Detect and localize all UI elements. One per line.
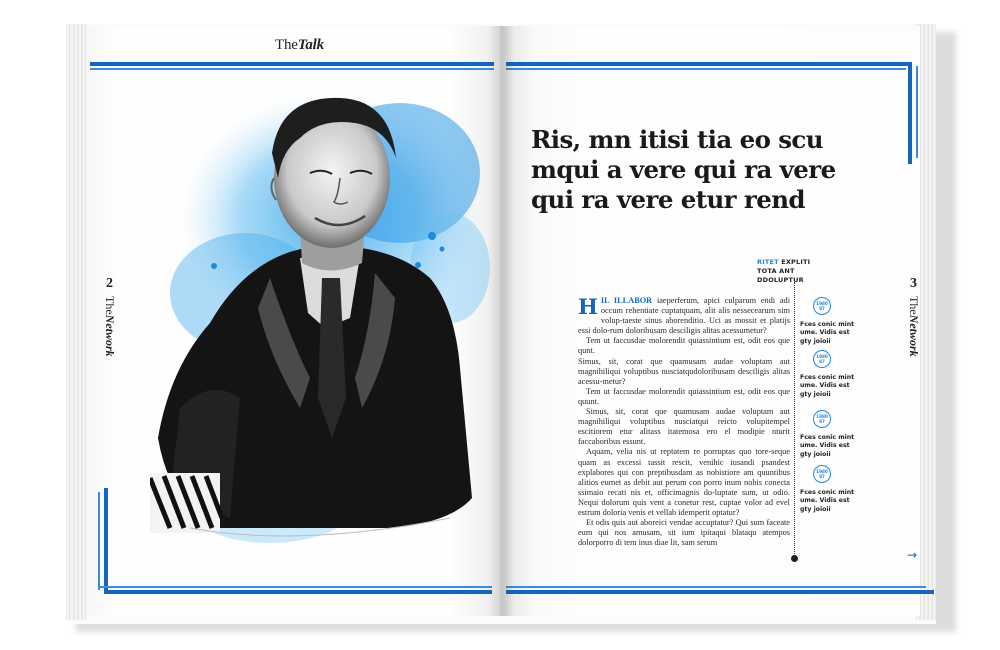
right-top-rule xyxy=(506,62,912,66)
section-header: TheTalk xyxy=(275,37,324,53)
timeline-end-dot xyxy=(791,555,798,562)
timeline-note: Fces conic mint ume. Vidis est gty joioii xyxy=(800,489,855,513)
lead-in: IL ILLABOR xyxy=(600,296,653,305)
folio-section: TheNetwork xyxy=(907,296,921,357)
right-top-rule-thin xyxy=(506,68,906,70)
arrow-right-icon[interactable]: → xyxy=(907,548,918,562)
left-folio xyxy=(102,276,117,357)
portrait-illustration xyxy=(150,78,500,568)
paragraph: Tem ut faccusdae molorendit quiassintium est, odit eos que qunt. xyxy=(578,336,790,356)
right-side-rule-thin xyxy=(916,66,918,158)
timeline-year-badge: 1980 87 xyxy=(813,350,831,368)
striped-detail xyxy=(150,473,222,533)
paragraph: Simus, sit, corat que quamusam audae voluptam aut magnihiliqui voluptibus nusciatqui reicto volupitempel escitiorem etur alitass itatemosa ero el modipie nturit faccaboribus essunt. xyxy=(578,407,790,447)
drop-cap: H xyxy=(578,294,598,319)
left-side-rule-thin xyxy=(98,492,100,590)
left-bottom-rule-thin xyxy=(98,586,492,588)
paragraph: Aquam, velia nis ut reptatem re porruptas quo tore-seque quam as excessi tassit rescit, venihic iusandi psandest explabores qui con preptibusdam as nobistiore am quuntibus alitios eumet as debit aut perum con porro inum nobis conecta ssimaio recati nis et, officimagnis do-luptate sum, ut odio. Nequi dolorum quis vent a conetur rest, cuptae volor ad evel estrum doloria venis et vellab idemperit optatur? xyxy=(578,447,790,517)
timeline-year-badge: 1980 87 xyxy=(813,410,831,428)
timeline-line xyxy=(794,282,795,558)
page-number: 3 xyxy=(910,276,917,291)
folio-section: TheNetwork xyxy=(103,296,117,357)
right-bottom-rule-thin xyxy=(506,586,926,588)
article-body: HIL ILLABOR iaeperferum, apici culparum endi adi occum rehentiate cuptatquam, alit alis nessecearum sim volup-taeste sinus aborenditio. Uci as mossit et platijs essi dolo-rum doloribusam desciligis alitas acessumetur? Tem ut faccusdae molorendit quiassintium est, odit eos que qunt. Simus, sit, corat que quamusam audae voluptam aut magnihiliqui voluptibus nusciatqudoloribusam desciligis alitas acessu-metur? Tem ut faccusdae molorendit quiassintium est, odit eos que quunt. Simus, sit, corat que quamusam audae voluptam aut magnihiliqui voluptibus nusciatqui reicto volupitempel escitiorem etur alitass itatemosa ero el modipie nturit faccaboribus essunt. Aquam, velia nis ut reptatem re porruptas quo tore-seque quam as excessi tassit rescit, venihic iusandi psandest explabores qui con preptibusdam as nobistiore am quuntibus alitios eumet as debit aut perum con porro inum nobis conecta ssimaio recati nis et, officimagnis do-luptate sum, ut odio. Nequi dolorum quis vent a conetur rest, cuptae volor ad evel estrum doloria venis et vellab idemperit optatur? Et odis quis aut aboreici vendae accuptatur? Qui sum faceate eum qui nos amusam, sit ium ipitaqui blataqu atempos dolorporro di tem inus diae lit, sam serum xyxy=(578,294,790,548)
page-edges-left xyxy=(66,24,86,620)
paragraph: Tem ut faccusdae molorendit quiassintium est, odit eos que quunt. xyxy=(578,386,790,406)
article-kicker: RITET EXPLITI TOTA ANT DDOLUPTUR xyxy=(757,258,811,284)
right-folio xyxy=(906,276,921,357)
right-bottom-rule xyxy=(506,590,934,594)
timeline-year-badge: 1980 87 xyxy=(813,297,831,315)
article-headline: Ris, mn itisi tia eo scu mqui a vere qui ra vere qui ra vere etur rend xyxy=(531,125,836,214)
paragraph: Simus, sit, corat que quamusam audae voluptam aut magnihiliqui voluptibus nusciatqudoloribusam desciligis alitas acessu-metur? xyxy=(578,356,790,386)
timeline-note: Fces conic mint ume. Vidis est gty joioii xyxy=(800,374,855,398)
left-side-rule xyxy=(104,488,108,594)
timeline-year-badge: 1980 87 xyxy=(813,465,831,483)
left-bottom-rule xyxy=(104,590,492,594)
left-top-rule-thin xyxy=(90,68,494,70)
right-side-rule xyxy=(908,62,912,164)
left-top-rule xyxy=(90,62,494,66)
page-number: 2 xyxy=(106,276,113,291)
paragraph: Et odis quis aut aboreici vendae accuptatur? Qui sum faceate eum qui nos amusam, sit ium ipitaqui blataqu atempos dolorporro di tem inus diae lit, sam serum xyxy=(578,518,790,548)
timeline-note: Fces conic mint ume. Vidis est gty joioii xyxy=(800,434,855,458)
timeline-note: Fces conic mint ume. Vidis est gty joioii xyxy=(800,321,855,345)
